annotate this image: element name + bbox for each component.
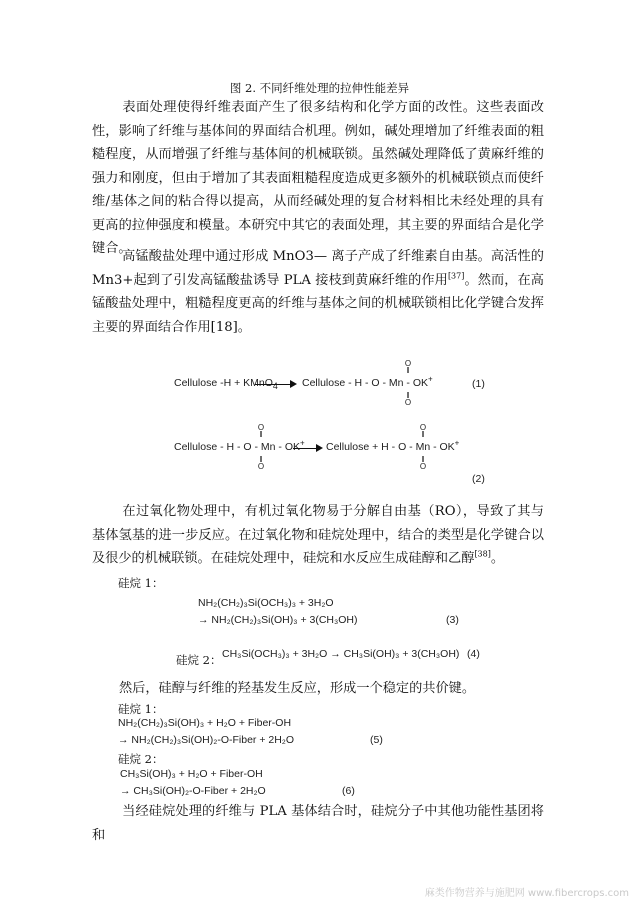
silane-1-label: 硅烷 1： — [118, 702, 164, 716]
mn-oxo-bottom: ‖ O — [257, 455, 265, 471]
citation-ref: [38] — [474, 549, 491, 559]
eq2-left: Cellulose - H - O - Mn - OK+ — [174, 438, 305, 453]
paragraph-permanganate — [92, 245, 544, 339]
mn-oxo-top: O ‖ — [257, 423, 265, 439]
equation-number: (5) — [370, 734, 383, 746]
paragraph-pla-bonding — [92, 800, 544, 847]
eq6-line-2: → CH₃Si(OH)₂-O-Fiber + 2H₂O — [120, 785, 266, 797]
mn-oxo-top: O ‖ — [404, 359, 412, 375]
citation-ref: [37] — [447, 271, 465, 281]
eq3-line-2: → NH₂(CH₂)₃Si(OH)₃ + 3(CH₃OH) — [198, 614, 358, 626]
eq1-right: Cellulose - H - O - Mn - OK+ — [302, 374, 433, 389]
eq2-right: Cellulose + H - O - Mn - OK+ — [326, 438, 460, 453]
silane-1-label: 硅烷 1： — [118, 576, 164, 590]
eq3-line-1: NH₂(CH₂)₃Si(OCH₃)₃ + 3H₂O — [198, 597, 334, 609]
equation-number: (6) — [342, 785, 355, 797]
figure-caption: 图 2. 不同纤维处理的拉伸性能差异 — [229, 81, 410, 95]
equation-number: (3) — [446, 614, 459, 626]
paragraph-surface-treatment — [92, 96, 544, 261]
mn-oxo-top: O ‖ — [419, 423, 427, 439]
equation-number: (1) — [472, 378, 485, 390]
paragraph-text: 高锰酸盐处理中通过形成 MnO3— 离子产成了纤维素自由基。高活性的Mn3+起到了引发高锰酸盐诱导 PLA 接枝到黄麻纤维的作用 — [92, 249, 544, 288]
paragraph-peroxide-silane — [92, 500, 544, 571]
eq5-line-2: → NH₂(CH₂)₃Si(OH)₂-O-Fiber + 2H₂O — [118, 734, 295, 746]
paragraph-text: 然后，硅醇与纤维的羟基发生反应，形成一个稳定的共价键。 — [119, 681, 476, 696]
eq6-line-1: CH₃Si(OH)₃ + H₂O + Fiber-OH — [120, 768, 263, 780]
paragraph-text: 。 — [490, 551, 505, 566]
watermark: 麻类作物营养与施肥网 www.fibercrops.com — [424, 888, 629, 899]
silane-2-label: 硅烷 2： — [176, 653, 222, 667]
silane-2-label: 硅烷 2： — [118, 752, 164, 766]
paragraph-text: 当经硅烷处理的纤维与 PLA 基体结合时，硅烷分子中其他功能性基团将和 — [92, 804, 544, 843]
reaction-arrow — [293, 448, 321, 449]
reaction-arrow — [255, 384, 295, 385]
paragraph-text: 表面处理使得纤维表面产生了很多结构和化学方面的改性。这些表面改性，影响了纤维与基体间的界面结合机理。例如，碱处理增加了纤维表面的粗糙程度，从而增强了纤维与基体间的机械联锁。虽然碱处理降低了黄麻纤维的强力和刚度，但由于增加了其表面粗糙程度造成更多额外的机械联锁点而使纤维/基体之间的粘合得以提高，从而经碱处理的复合材料相比未经处理的具有更高的拉伸强度和模量。本研究中其它的表面处理，其主要的界面结合是化学键合。 — [92, 100, 544, 256]
eq1-left: Cellulose -H + KMnO$_4$ — [174, 377, 278, 392]
eq5-line-1: NH₂(CH₂)₃Si(OH)₃ + H₂O + Fiber-OH — [118, 717, 292, 729]
paragraph-silanol-reaction — [92, 677, 544, 701]
paragraph-text: 在过氧化物处理中，有机过氧化物易于分解自由基（RO），导致了其与基体氢基的进一步反应。在过氧化物和硅烷处理中，结合的类型是化学键合以及很少的机械联锁。在硅烷处理中，硅烷和水反应生成硅醇和乙醇 — [92, 504, 544, 566]
paragraph-text: 。然而，在高锰酸盐处理中，粗糙程度更高的纤维与基体之间的机械联锁相比化学键合发挥主要的界面结合作用[18]。 — [92, 272, 544, 335]
mn-oxo-bottom: ‖ O — [404, 391, 412, 407]
equation-number: (2) — [472, 473, 485, 485]
equation-number: (4) — [467, 648, 480, 660]
mn-oxo-bottom: ‖ O — [419, 455, 427, 471]
eq4-line: CH₃Si(OCH₃)₃ + 3H₂O → CH₃Si(OH)₃ + 3(CH₃OH) — [222, 648, 460, 660]
